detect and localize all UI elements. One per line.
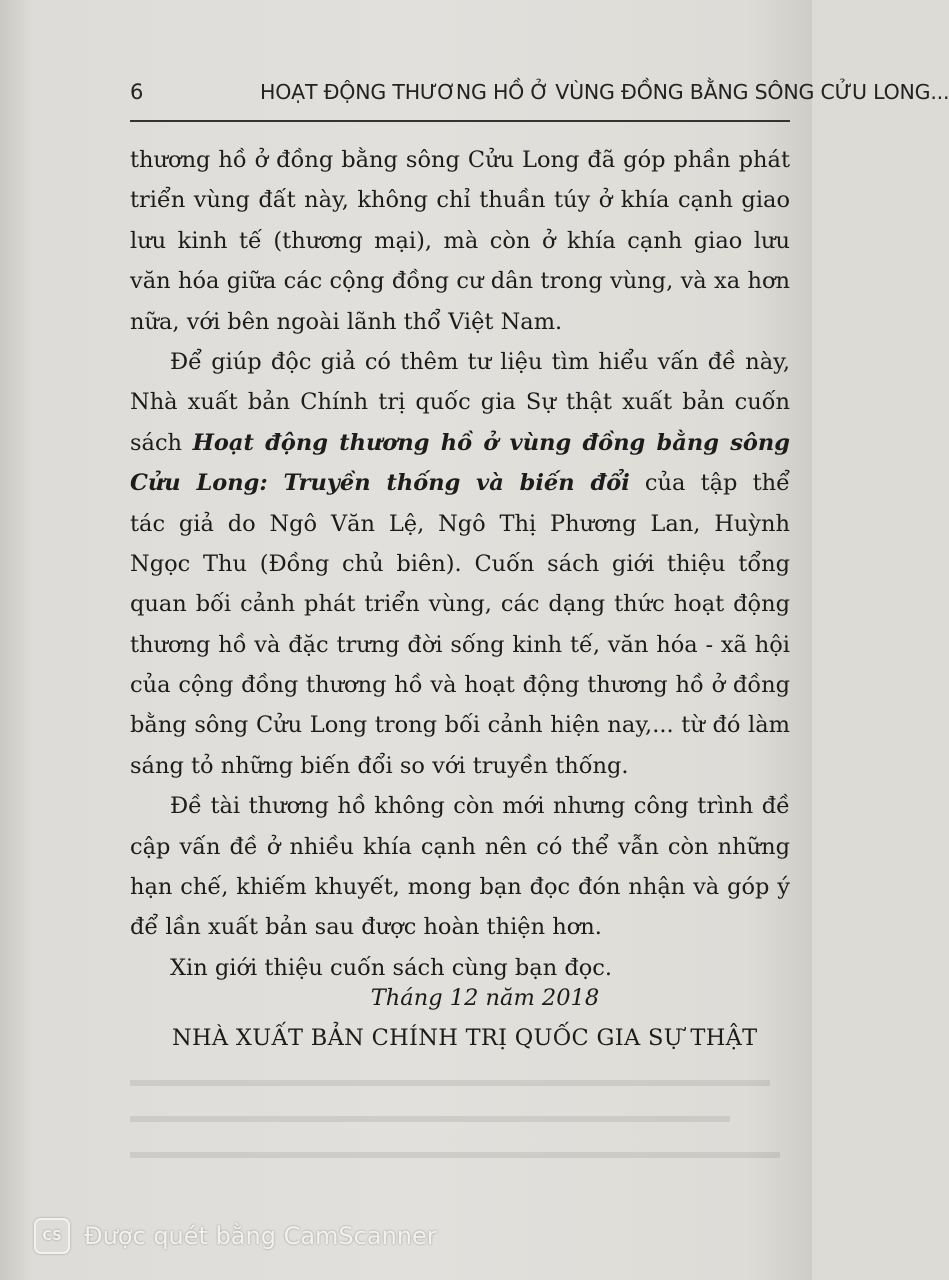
page-number: 6 (130, 80, 144, 104)
watermark-text: Được quét bằng CamScanner (84, 1222, 437, 1250)
text-line: để lần xuất bản sau được hoàn thiện hơn. (130, 914, 602, 941)
text-line-with-title (130, 423, 790, 463)
camscanner-logo-icon: CS (34, 1218, 70, 1254)
text-line: thương hồ ở đồng bằng sông Cửu Long đã góp phần phát (130, 147, 790, 173)
header-rule (130, 120, 790, 122)
text-line: cập vấn đề ở nhiều khía cạnh nên có thể vẫn còn những (130, 833, 790, 860)
text-line-with-title (130, 463, 790, 503)
text-line: Ngọc Thu (Đồng chủ biên). Cuốn sách giới thiệu tổng (130, 550, 790, 577)
book-title-part-2: Cửu Long: Truyền thống và biến đổi (130, 470, 630, 497)
page-header (130, 76, 949, 112)
text-line: Xin giới thiệu cuốn sách cùng bạn đọc. (170, 954, 613, 981)
text-line: Đề tài thương hồ không còn mới nhưng công trình đề (170, 793, 790, 820)
bleed-lines-graphic (130, 1060, 790, 1180)
text-line: Nhà xuất bản Chính trị quốc gia Sự thật xuất bản cuốn (130, 389, 790, 416)
text-line: sáng tỏ những biến đổi so với truyền thống. (130, 752, 629, 779)
text-line: triển vùng đất này, không chỉ thuần túy ở khía cạnh giao (130, 187, 790, 214)
text-fragment: sách (130, 429, 193, 456)
text-line: Để giúp độc giả có thêm tư liệu tìm hiểu vấn đề này, (170, 348, 790, 375)
text-line: nữa, với bên ngoài lãnh thổ Việt Nam. (130, 308, 563, 335)
signature-date: Tháng 12 năm 2018 (370, 985, 600, 1011)
show-through-texture (130, 1060, 790, 1180)
running-title: HOẠT ĐỘNG THƯƠNG HỒ Ở VÙNG ĐỒNG BẰNG SÔNG CỬU LONG... (260, 80, 949, 104)
text-line: bằng sông Cửu Long trong bối cảnh hiện nay,... từ đó làm (130, 712, 790, 739)
book-title-part-1: Hoạt động thương hồ ở vùng đồng bằng sông (192, 429, 790, 456)
text-line: tác giả do Ngô Văn Lệ, Ngô Thị Phương Lan, Huỳnh (130, 510, 790, 537)
text-line: quan bối cảnh phát triển vùng, các dạng thức hoạt động (130, 591, 790, 618)
body-text (130, 140, 790, 988)
text-line: của cộng đồng thương hồ và hoạt động thương hồ ở đồng (130, 672, 790, 699)
camscanner-watermark (34, 1216, 437, 1256)
text-line: lưu kinh tế (thương mại), mà còn ở khía cạnh giao lưu (130, 227, 790, 254)
text-fragment: của tập thể (629, 470, 790, 497)
text-line: văn hóa giữa các cộng đồng cư dân trong vùng, và xa hơn (130, 268, 790, 295)
signature-publisher: NHÀ XUẤT BẢN CHÍNH TRỊ QUỐC GIA SỰ THẬT (172, 1025, 758, 1051)
text-line: hạn chế, khiếm khuyết, mong bạn đọc đón nhận và góp ý (130, 874, 790, 901)
text-line: thương hồ và đặc trưng đời sống kinh tế, văn hóa - xã hội (130, 631, 790, 658)
